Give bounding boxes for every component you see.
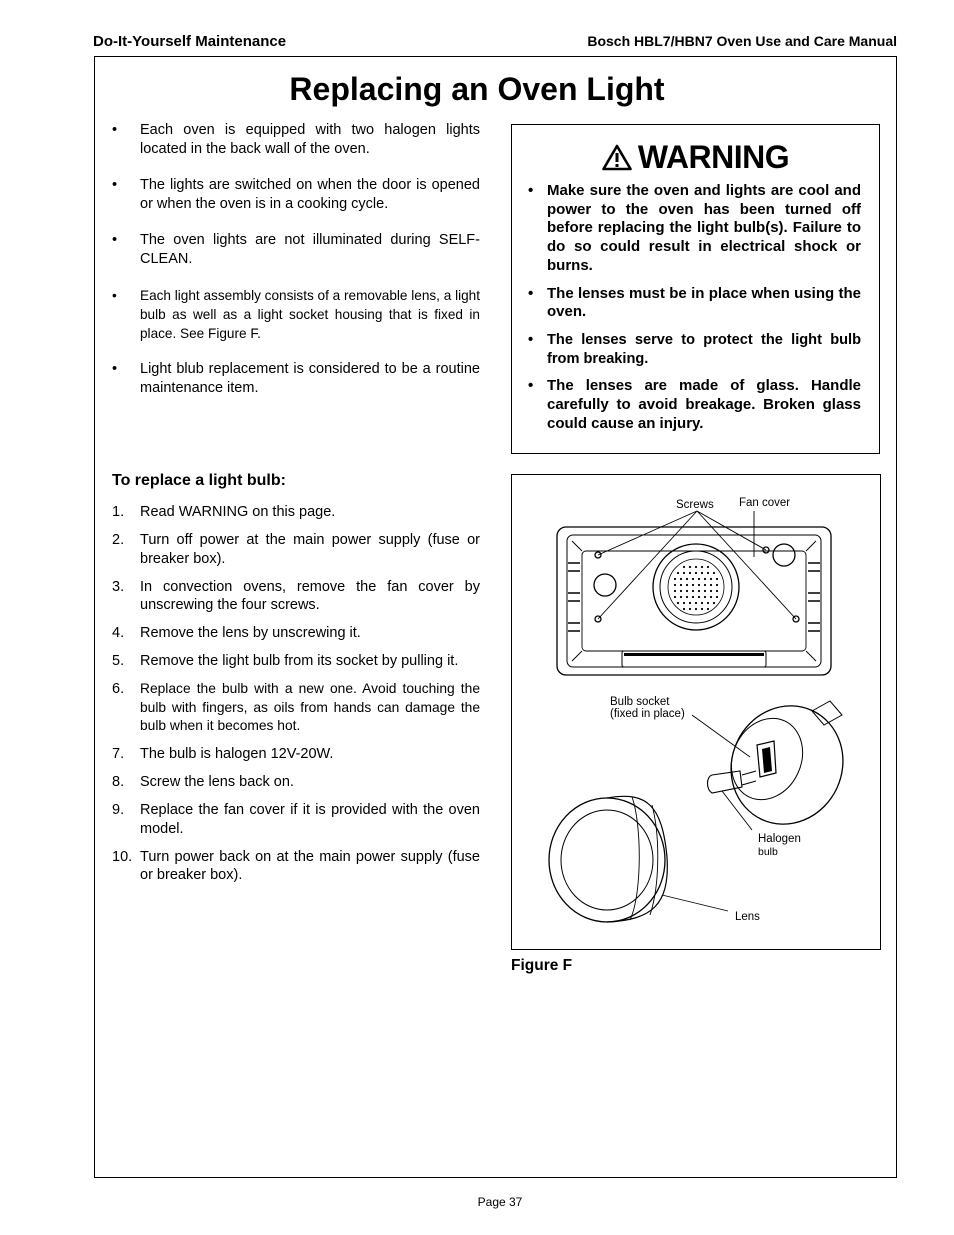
warning-item: • The lenses serve to protect the light bulb from breaking. xyxy=(528,331,861,368)
label-screws: Screws xyxy=(676,499,714,511)
step-text: Remove the light bulb from its socket by pulling it. xyxy=(140,653,459,669)
bulb-socket xyxy=(712,687,862,842)
warning-item: • The lenses must be in place when using the oven. xyxy=(528,285,861,322)
label-halogen-bulb: bulb xyxy=(758,846,778,858)
info-bullet: • Light blub replacement is considered to be a routine maintenance item. xyxy=(112,360,480,398)
warning-item: • Make sure the oven and lights are cool and power to the oven has been turned off before replacing the light bulb(s). Failure to do so could result in electrical shock or burns. xyxy=(528,182,861,276)
step-number: 4. xyxy=(112,625,125,641)
page-number: Page 37 xyxy=(477,1195,523,1209)
oven-light-left xyxy=(594,574,616,596)
warning-heading xyxy=(512,139,879,176)
warning-item: • The lenses are made of glass. Handle carefully to avoid breakage. Broken glass could cause an injury. xyxy=(528,377,861,433)
oven-light-diagram xyxy=(512,475,882,951)
info-bullet-list xyxy=(112,121,480,415)
header-section: Do-It-Yourself Maintenance xyxy=(93,33,287,50)
warning-triangle-icon xyxy=(602,144,632,171)
step-text: Replace the fan cover if it is provided with the oven model. xyxy=(140,802,480,837)
label-bulb-socket-note: (fixed in place) xyxy=(610,708,685,720)
step-text: Turn off power at the main power supply (fuse or breaker box). xyxy=(140,532,480,567)
step-number: 3. xyxy=(112,578,125,595)
procedure-step xyxy=(112,745,480,764)
procedure-step xyxy=(112,801,480,838)
oven-cavity xyxy=(557,527,831,675)
header-manual-title: Bosch HBL7/HBN7 Oven Use and Care Manual xyxy=(587,33,897,49)
step-number: 2. xyxy=(112,532,125,548)
info-bullet: • Each oven is equipped with two halogen lights located in the back wall of the oven. xyxy=(112,121,480,159)
info-bullet: • The oven lights are not illuminated during SELF-CLEAN. xyxy=(112,231,480,269)
lens xyxy=(549,798,665,922)
procedure-step xyxy=(112,652,480,671)
step-number: 10. xyxy=(112,848,133,865)
info-bullet: • The lights are switched on when the door is opened or when the oven is in a cooking cycle. xyxy=(112,176,480,214)
procedure-steps xyxy=(112,503,480,894)
procedure-step xyxy=(112,503,480,522)
step-number: 5. xyxy=(112,653,125,669)
procedure-step xyxy=(112,848,480,885)
figure-caption: Figure F xyxy=(511,957,573,974)
step-text: Turn power back on at the main power supply (fuse or breaker box). xyxy=(140,848,480,883)
procedure-step xyxy=(112,624,480,643)
step-number: 7. xyxy=(112,746,125,762)
step-number: 9. xyxy=(112,802,125,818)
info-bullet: • Each light assembly consists of a removable lens, a light bulb as well as a light socket housing that is fixed in place. See Figure F. xyxy=(112,286,480,343)
warning-title: WARNING xyxy=(637,139,790,175)
step-number: 8. xyxy=(112,774,125,790)
step-text: In convection ovens, remove the fan cover by unscrewing the four screws. xyxy=(140,578,480,613)
page-title: Replacing an Oven Light xyxy=(289,71,665,107)
procedure-heading: To replace a light bulb: xyxy=(112,472,286,489)
figure-f-box xyxy=(511,474,881,950)
step-text: Read WARNING on this page. xyxy=(140,504,336,520)
oven-light-right xyxy=(773,544,795,566)
step-text: Screw the lens back on. xyxy=(140,774,294,790)
step-number: 1. xyxy=(112,504,125,520)
label-fan-cover: Fan cover xyxy=(739,497,791,509)
fan-perforation xyxy=(674,566,718,610)
procedure-step xyxy=(112,578,480,615)
fan-cover xyxy=(653,544,739,630)
procedure-step xyxy=(112,773,480,792)
label-bulb-socket: Bulb socket xyxy=(610,696,670,708)
halogen-bulb xyxy=(708,771,743,793)
step-text: The bulb is halogen 12V-20W. xyxy=(140,746,334,762)
procedure-step xyxy=(112,680,480,736)
step-number: 6. xyxy=(112,681,125,697)
warning-list xyxy=(528,182,861,442)
step-text: Replace the bulb with a new one. Avoid touching the bulb with fingers, as oils from hands can damage the bulb when it becomes hot. xyxy=(140,681,480,733)
procedure-step xyxy=(112,531,480,568)
label-lens: Lens xyxy=(735,911,760,923)
warning-box xyxy=(511,124,880,454)
step-text: Remove the lens by unscrewing it. xyxy=(140,625,361,641)
label-halogen: Halogen xyxy=(758,833,801,845)
